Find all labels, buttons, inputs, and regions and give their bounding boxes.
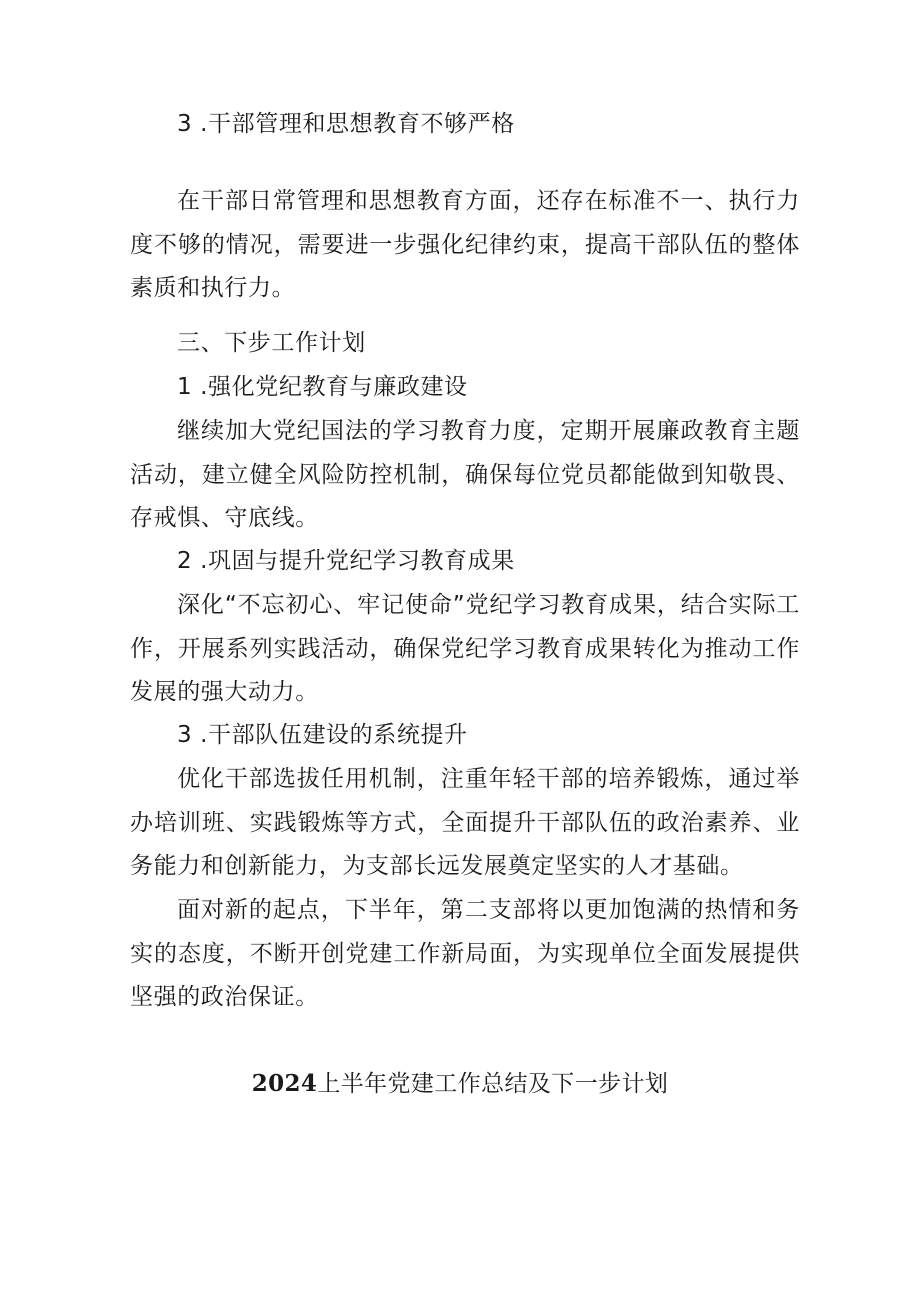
subsection-heading-cadre-building: 3 .干部队伍建设的系统提升 bbox=[177, 722, 468, 748]
paragraph-closing: 面对新的起点，下半年，第二支部将以更加饱满的热情和务实的态度，不断开创党建工作新局面，为实现单位全面发展提供坚强的政治保证。 bbox=[130, 897, 800, 1010]
title-text: 上半年党建工作总结及下一步计划 bbox=[317, 1071, 669, 1097]
next-document-title bbox=[0, 1064, 920, 1104]
title-year: 2024 bbox=[251, 1070, 318, 1097]
paragraph-discipline: 继续加大党纪国法的学习教育力度，定期开展廉政教育主题活动，建立健全风险防控机制，确保每位党员都能做到知敬畏、存戒惧、守底线。 bbox=[130, 418, 800, 531]
subsection-heading-discipline: 1 .强化党纪教育与廉政建设 bbox=[177, 374, 468, 400]
paragraph-learning-results: 深化“不忘初心、牢记使命”党纪学习教育成果，结合实际工作，开展系列实践活动，确保党纪学习教育成果转化为推动工作发展的强大动力。 bbox=[130, 592, 800, 705]
subsection-heading-learning-results: 2 .巩固与提升党纪学习教育成果 bbox=[177, 548, 515, 574]
section-heading-next-plan: 三、下步工作计划 bbox=[177, 330, 366, 356]
subsection-heading-management: 3 .干部管理和思想教育不够严格 bbox=[177, 111, 515, 137]
paragraph-cadre-building: 优化干部选拔任用机制，注重年轻干部的培养锻炼，通过举办培训班、实践锻炼等方式，全面提升干部队伍的政治素养、业务能力和创新能力，为支部长远发展奠定坚实的人才基础。 bbox=[130, 766, 800, 879]
paragraph-management-issues: 在干部日常管理和思想教育方面，还存在标准不一、执行力度不够的情况，需要进一步强化纪律约束，提高干部队伍的整体素质和执行力。 bbox=[130, 188, 800, 301]
